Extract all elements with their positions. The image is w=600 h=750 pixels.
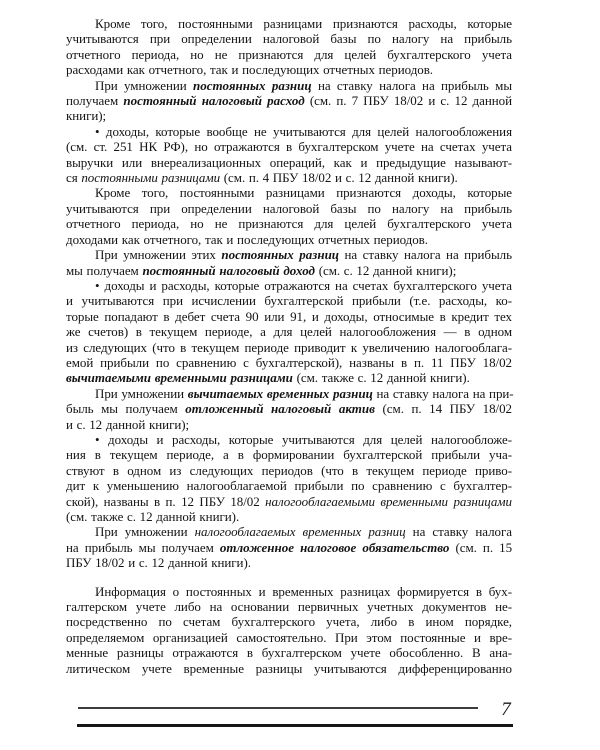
text-run: дит к уменьшению налогооблагаемой прибыли по сравнению с бухгалтер- xyxy=(66,478,512,494)
text-run: (см. также с. 12 данной книги). xyxy=(66,509,240,524)
paragraph-4 xyxy=(66,185,512,247)
text-line xyxy=(66,463,512,478)
text-run: отчетного периода, но не признаются для целей бухгалтерского учета xyxy=(66,216,512,232)
text-line xyxy=(66,278,512,293)
text-line xyxy=(66,232,512,247)
text-line xyxy=(66,93,512,108)
text-line xyxy=(66,108,512,123)
text-run: и с. 12 данной книги); xyxy=(66,416,190,432)
text-line xyxy=(66,247,512,262)
text-line xyxy=(66,324,512,339)
text-line xyxy=(66,170,512,185)
text-run: вычитаемых временных разниц xyxy=(187,385,373,401)
text-run: мы получаем xyxy=(66,262,143,278)
text-run: отложенный налоговый актив xyxy=(185,401,375,417)
footer-rule xyxy=(77,724,513,727)
text-line xyxy=(66,540,512,555)
text-run: налогооблагаемых временных разниц xyxy=(194,524,406,540)
text-line xyxy=(66,645,512,660)
text-run: доходами как отчетного, так и последующих отчетных периодов. xyxy=(66,231,428,247)
paragraph-10 xyxy=(66,584,512,676)
text-run: ПБУ 18/02 и с. 12 данной книги). xyxy=(66,555,251,571)
text-line xyxy=(66,370,512,385)
text-run: торые попадают в дебет счета 90 или 91, и доходы, относимые в кредит тех xyxy=(66,308,512,324)
paragraph-3 xyxy=(66,124,512,186)
text-line xyxy=(66,509,512,524)
paragraph-6 xyxy=(66,278,512,386)
paragraph-9 xyxy=(66,524,512,570)
text-run: расходами как отчетного, так и последующих отчетных периодов. xyxy=(66,62,434,78)
text-run: (см. п. 7 ПБУ 18/02 и с. 12 данной xyxy=(304,93,512,109)
text-line xyxy=(66,524,512,539)
text-run: на ставку налога xyxy=(405,524,512,540)
text-line xyxy=(66,216,512,231)
text-run: быль мы получаем xyxy=(66,401,186,417)
text-run: определяемом организацией самостоятельно. При этом постоянные и вре- xyxy=(66,629,512,645)
text-run: постоянных разниц xyxy=(221,247,340,263)
text-run: и учитываются при исчислении бухгалтерской прибыли (т.е. расходы, ко- xyxy=(66,293,512,309)
paragraph-5 xyxy=(66,247,512,278)
text-run: менные разницы отражаются в бухгалтерском учете обособленно. В ана- xyxy=(66,645,512,661)
text-run: При умножении xyxy=(95,77,194,93)
text-run: налогооблагаемыми временными разницами xyxy=(265,493,512,509)
paragraph-8 xyxy=(66,432,512,524)
text-run: на прибыль мы получаем xyxy=(66,539,220,555)
text-line xyxy=(66,661,512,676)
text-line xyxy=(66,185,512,200)
text-run: получаем xyxy=(66,93,124,109)
text-line xyxy=(66,201,512,216)
text-run: Информация о постоянных и временных разницах формируется в бух- xyxy=(95,583,512,599)
text-run: ской), названы в п. 12 ПБУ 18/02 xyxy=(66,493,266,509)
text-line xyxy=(66,630,512,645)
text-line xyxy=(66,62,512,77)
paragraph-7 xyxy=(66,386,512,432)
text-line xyxy=(66,309,512,324)
text-line xyxy=(66,614,512,629)
text-line xyxy=(66,584,512,599)
text-line xyxy=(66,599,512,614)
text-run: отложенное налоговое обязательство xyxy=(219,539,450,555)
text-line xyxy=(66,47,512,62)
text-run: отчетного периода, но не признаются для целей бухгалтерского учета xyxy=(66,46,512,62)
text-run: • доходы и расходы, которые отражаются на счетах бухгалтерского учета xyxy=(95,277,512,293)
text-line xyxy=(66,31,512,46)
paragraph-2 xyxy=(66,78,512,124)
text-run: постоянных разниц xyxy=(193,77,312,93)
text-run: • доходы и расходы, которые учитываются для целей налогообложе- xyxy=(95,431,512,447)
text-run: (см. ст. 251 НК РФ), но отражаются в бухгалтерском учете на счетах учета xyxy=(66,139,512,155)
text-line xyxy=(66,447,512,462)
paragraph-1 xyxy=(66,16,512,78)
text-run: ствуют в одном из следующих периодов (что в текущем периоде приво- xyxy=(66,462,512,478)
text-line xyxy=(66,293,512,308)
text-run: (см. также с. 12 данной книги). xyxy=(292,370,470,386)
text-line xyxy=(66,494,512,509)
text-run: При умножении xyxy=(95,385,188,401)
text-run: на ставку налога на при- xyxy=(372,385,514,401)
text-run: (см. п. 4 ПБУ 18/02 и с. 12 данной книги). xyxy=(220,170,458,186)
text-line xyxy=(66,478,512,493)
text-line xyxy=(66,432,512,447)
text-run: литическом учете временные разницы учитываются дифференцированно xyxy=(66,660,512,676)
text-line xyxy=(66,124,512,139)
text-run: на ставку налога на прибыль мы xyxy=(311,77,513,93)
text-run: Кроме того, постоянными разницами признаются расходы, которые xyxy=(95,16,512,31)
text-run: (см. п. 14 ПБУ 18/02 xyxy=(374,401,512,417)
text-run: При умножении xyxy=(95,524,195,540)
text-run: (см. п. 15 xyxy=(449,539,513,555)
text-run: ся xyxy=(66,170,82,186)
text-run: постоянный налоговый доход xyxy=(142,262,315,278)
text-run: емой прибыли по сравнению с бухгалтерской), названы в п. 11 ПБУ 18/02 xyxy=(66,354,512,370)
text-run: учитываются при определении налоговой базы по налогу на прибыль xyxy=(66,200,512,216)
text-run: галтерском учете либо на основании первичных учетных документов не- xyxy=(66,599,512,615)
text-run: (см. с. 12 данной книги); xyxy=(315,262,457,278)
text-line xyxy=(66,355,512,370)
footnote-rule xyxy=(78,707,478,709)
text-run: постоянный налоговый расход xyxy=(123,93,305,109)
text-line xyxy=(66,417,512,432)
text-run: книги); xyxy=(66,108,107,124)
text-line xyxy=(66,155,512,170)
text-column xyxy=(66,16,512,676)
text-run: постоянными разницами xyxy=(81,170,221,186)
text-run: же счетов) в текущем периоде, а для целей налогообложения — в одном xyxy=(66,324,512,340)
text-run: посредственно по счетам бухгалтерского учета, либо в ином порядке, xyxy=(66,614,512,630)
text-line xyxy=(66,386,512,401)
text-line xyxy=(66,139,512,154)
text-line xyxy=(66,401,512,416)
text-run: на ставку налога на прибыль xyxy=(339,247,512,263)
text-run: из следующих (что в текущем периоде приводит к увеличению налогооблага- xyxy=(66,339,512,355)
page-number: 7 xyxy=(501,699,511,720)
text-line xyxy=(66,340,512,355)
text-line xyxy=(66,263,512,278)
text-run: учитываются при определении налоговой базы по налогу на прибыль xyxy=(66,31,512,47)
text-run: Кроме того, постоянными разницами признаются доходы, которые xyxy=(95,185,512,201)
text-line xyxy=(66,16,512,31)
text-line xyxy=(66,78,512,93)
text-line xyxy=(66,555,512,570)
text-run: вычитаемыми временными разницами xyxy=(66,370,293,386)
text-run: ния в текущем периоде, а в формировании бухгалтерской прибыли уча- xyxy=(66,447,512,463)
text-run: выручки или внереализационных операций, как и предыдущие называют- xyxy=(66,154,512,170)
text-run: При умножении этих xyxy=(95,247,222,263)
text-run: • доходы, которые вообще не учитываются для целей налогообложения xyxy=(95,123,512,139)
